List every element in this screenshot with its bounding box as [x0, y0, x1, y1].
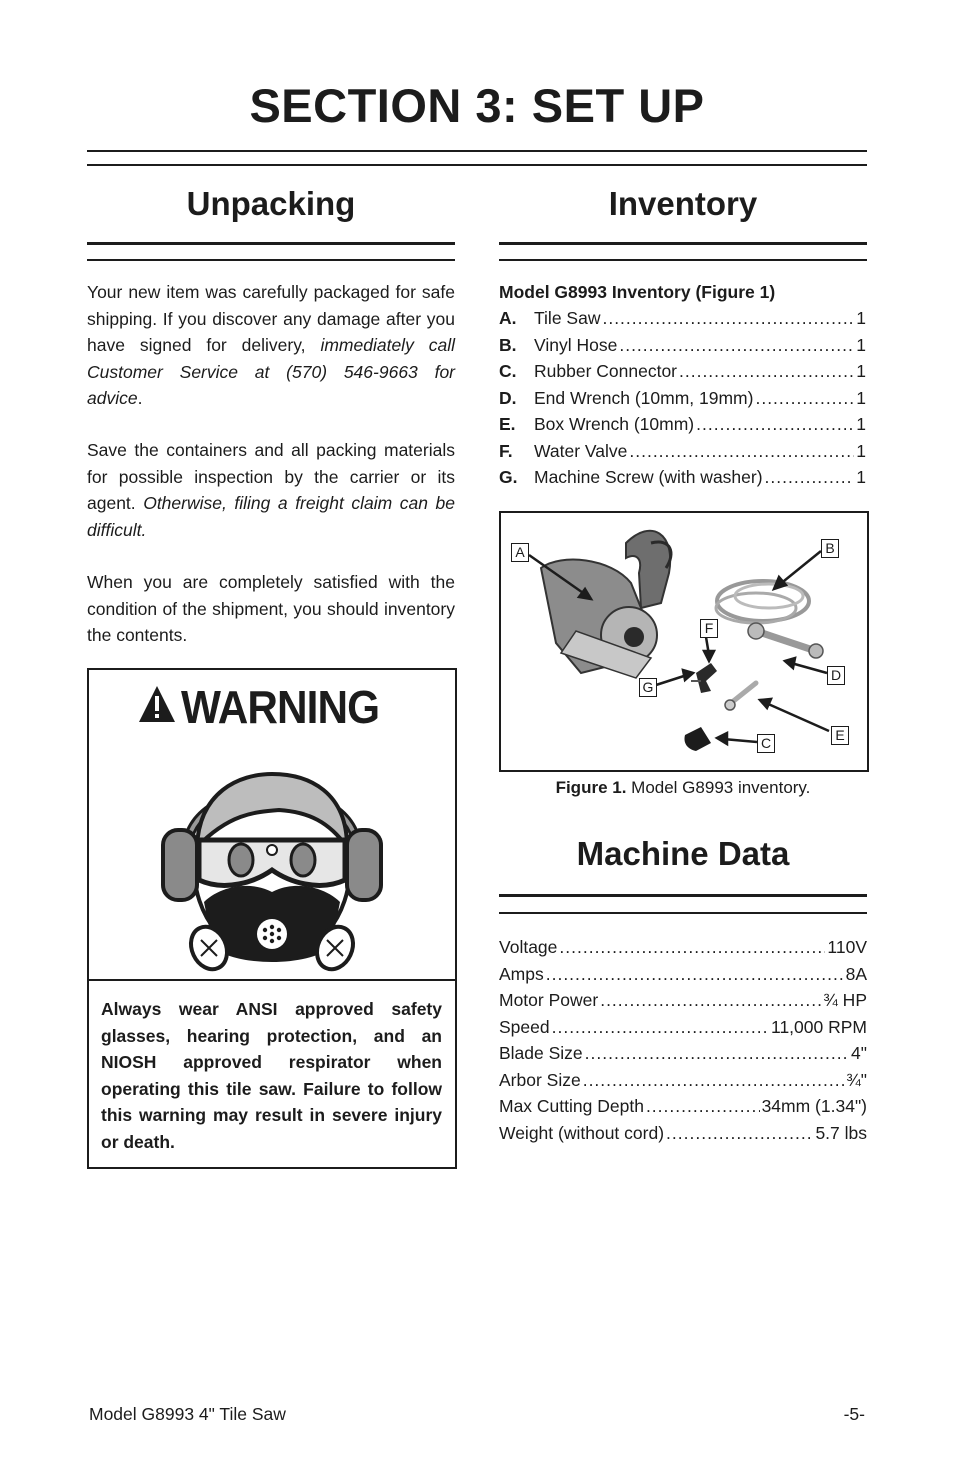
- machine-data-row: [499, 990, 867, 1017]
- item-name: Tile Saw: [534, 308, 601, 328]
- item-qty: 1: [856, 440, 866, 461]
- dot-leader: [646, 1096, 760, 1117]
- item-qty: 1: [856, 334, 866, 355]
- warning-box: [87, 668, 457, 1169]
- dot-leader: [619, 335, 854, 356]
- machine-data-row: [499, 937, 867, 964]
- dot-leader: [583, 1070, 844, 1091]
- title-rule-top: [87, 150, 867, 152]
- callout-g: G: [639, 678, 657, 697]
- spec-value: 8A: [845, 963, 867, 984]
- dot-leader: [552, 1017, 769, 1038]
- section-title: SECTION 3: SET UP: [249, 79, 705, 132]
- item-letter: E.: [499, 414, 516, 434]
- inventory-item: [499, 414, 866, 441]
- spec-label: Arbor Size: [499, 1069, 581, 1090]
- spec-value: 34mm (1.34"): [761, 1096, 867, 1116]
- inventory-rule-bottom: [499, 259, 867, 261]
- warning-divider: [89, 979, 455, 981]
- dot-leader: [765, 467, 855, 488]
- item-letter: F.: [499, 440, 513, 461]
- unpacking-paragraph-2: [87, 437, 455, 543]
- dot-leader: [600, 990, 821, 1011]
- figure-1-box: [499, 511, 869, 772]
- callout-a: A: [511, 543, 529, 562]
- spec-value: 5.7 lbs: [815, 1122, 867, 1143]
- item-letter: D.: [499, 387, 517, 408]
- machine-data-row: [499, 1070, 867, 1097]
- spec-label: Amps: [499, 963, 544, 984]
- warning-text: Always wear ANSI approved safety glasses, hearing protection, and an NIOSH approved respirator when operating this tile saw. Failure to follow this warning may result in severe injury or death.: [101, 999, 442, 1152]
- spec-value: 110V: [827, 937, 867, 957]
- spec-value: 11,000 RPM: [771, 1016, 867, 1037]
- callout-c: C: [757, 734, 775, 753]
- inventory-rule-top: [499, 242, 867, 245]
- dot-leader: [696, 414, 854, 435]
- item-qty: 1: [856, 467, 866, 487]
- spec-label: Motor Power: [499, 990, 599, 1010]
- machine-data-row: [499, 1017, 867, 1044]
- dot-leader: [546, 964, 844, 985]
- machine-data-row: [499, 1123, 867, 1150]
- page-number: -5-: [843, 1404, 865, 1424]
- inventory-item: [499, 388, 866, 415]
- dot-leader: [679, 361, 854, 382]
- dot-leader: [629, 441, 854, 462]
- figure-caption-text: Model G8993 inventory.: [626, 778, 811, 797]
- spec-label: Max Cutting Depth: [499, 1096, 644, 1116]
- figure-caption: [499, 778, 867, 798]
- inventory-item: [499, 335, 866, 362]
- item-letter: B.: [499, 334, 517, 355]
- item-letter: A.: [499, 308, 517, 328]
- title-rule-bottom: [87, 164, 867, 166]
- callout-e: E: [831, 726, 849, 745]
- unpacking-rule-top: [87, 242, 455, 245]
- item-letter: G.: [499, 467, 518, 487]
- machine-data-row: [499, 1043, 867, 1070]
- dot-leader: [666, 1123, 813, 1144]
- callout-b: B: [821, 539, 839, 558]
- item-letter: C.: [499, 361, 517, 381]
- footer-model: Model G8993 4" Tile Saw: [89, 1404, 286, 1424]
- unpacking-rule-bottom: [87, 259, 455, 261]
- item-name: End Wrench (10mm, 19mm): [534, 387, 754, 408]
- item-name: Machine Screw (with washer): [534, 467, 763, 487]
- unpacking-p1-italic: immediately call Customer Service at (570) 546-9663 for advice: [87, 335, 455, 408]
- machine-data-rule-top: [499, 894, 867, 897]
- callout-f: F: [700, 619, 718, 638]
- inventory-heading: Inventory: [608, 185, 758, 222]
- spec-value: ¾ HP: [823, 990, 867, 1010]
- spec-label: Blade Size: [499, 1043, 583, 1063]
- inventory-item: [499, 441, 866, 468]
- unpacking-heading: Unpacking: [186, 185, 356, 222]
- unpacking-p1-end: .: [137, 388, 143, 408]
- item-qty: 1: [856, 361, 866, 381]
- item-qty: 1: [856, 387, 866, 408]
- inventory-item: [499, 467, 866, 494]
- callout-d: D: [827, 666, 845, 685]
- inventory-photo: [501, 513, 867, 770]
- item-qty: 1: [856, 308, 866, 328]
- unpacking-paragraph-3: When you are completely satisfied with the condition of the shipment, you should inventory the contents.: [87, 572, 455, 645]
- unpacking-paragraph-1: [87, 279, 455, 412]
- dot-leader: [559, 937, 825, 958]
- unpacking-p2-italic: Otherwise, filing a freight claim can be difficult.: [87, 493, 455, 540]
- machine-data-row: [499, 964, 867, 991]
- dot-leader: [585, 1043, 849, 1064]
- spec-label: Weight (without cord): [499, 1122, 665, 1143]
- figure-caption-label: Figure 1.: [555, 778, 627, 797]
- warning-triangle-icon: [137, 684, 177, 724]
- item-name: Water Valve: [534, 440, 628, 461]
- spec-label: Speed: [499, 1016, 550, 1037]
- item-name: Box Wrench (10mm): [534, 414, 695, 434]
- item-qty: 1: [856, 414, 866, 434]
- dot-leader: [602, 308, 854, 329]
- item-name: Rubber Connector: [534, 361, 677, 381]
- spec-label: Voltage: [499, 937, 558, 957]
- unpacking-p1-text: Your new item was carefully packaged for safe shipping. If you discover any damage after you have signed for delivery,: [87, 282, 455, 355]
- spec-value: ¾": [846, 1069, 867, 1090]
- safety-gear-illustration: [159, 752, 385, 974]
- inventory-item: [499, 308, 866, 335]
- machine-data-heading: Machine Data: [576, 835, 790, 872]
- machine-data-rule-bottom: [499, 912, 867, 914]
- unpacking-p2-text: Save the containers and all packing materials for possible inspection by the carrier or its agent.: [87, 440, 455, 513]
- inventory-item: [499, 361, 866, 388]
- inventory-list-title: Model G8993 Inventory (Figure 1): [499, 282, 776, 302]
- spec-value: 4": [851, 1043, 867, 1063]
- dot-leader: [755, 388, 854, 409]
- machine-data-row: [499, 1096, 867, 1123]
- warning-title: WARNING: [181, 681, 380, 733]
- item-name: Vinyl Hose: [534, 334, 618, 355]
